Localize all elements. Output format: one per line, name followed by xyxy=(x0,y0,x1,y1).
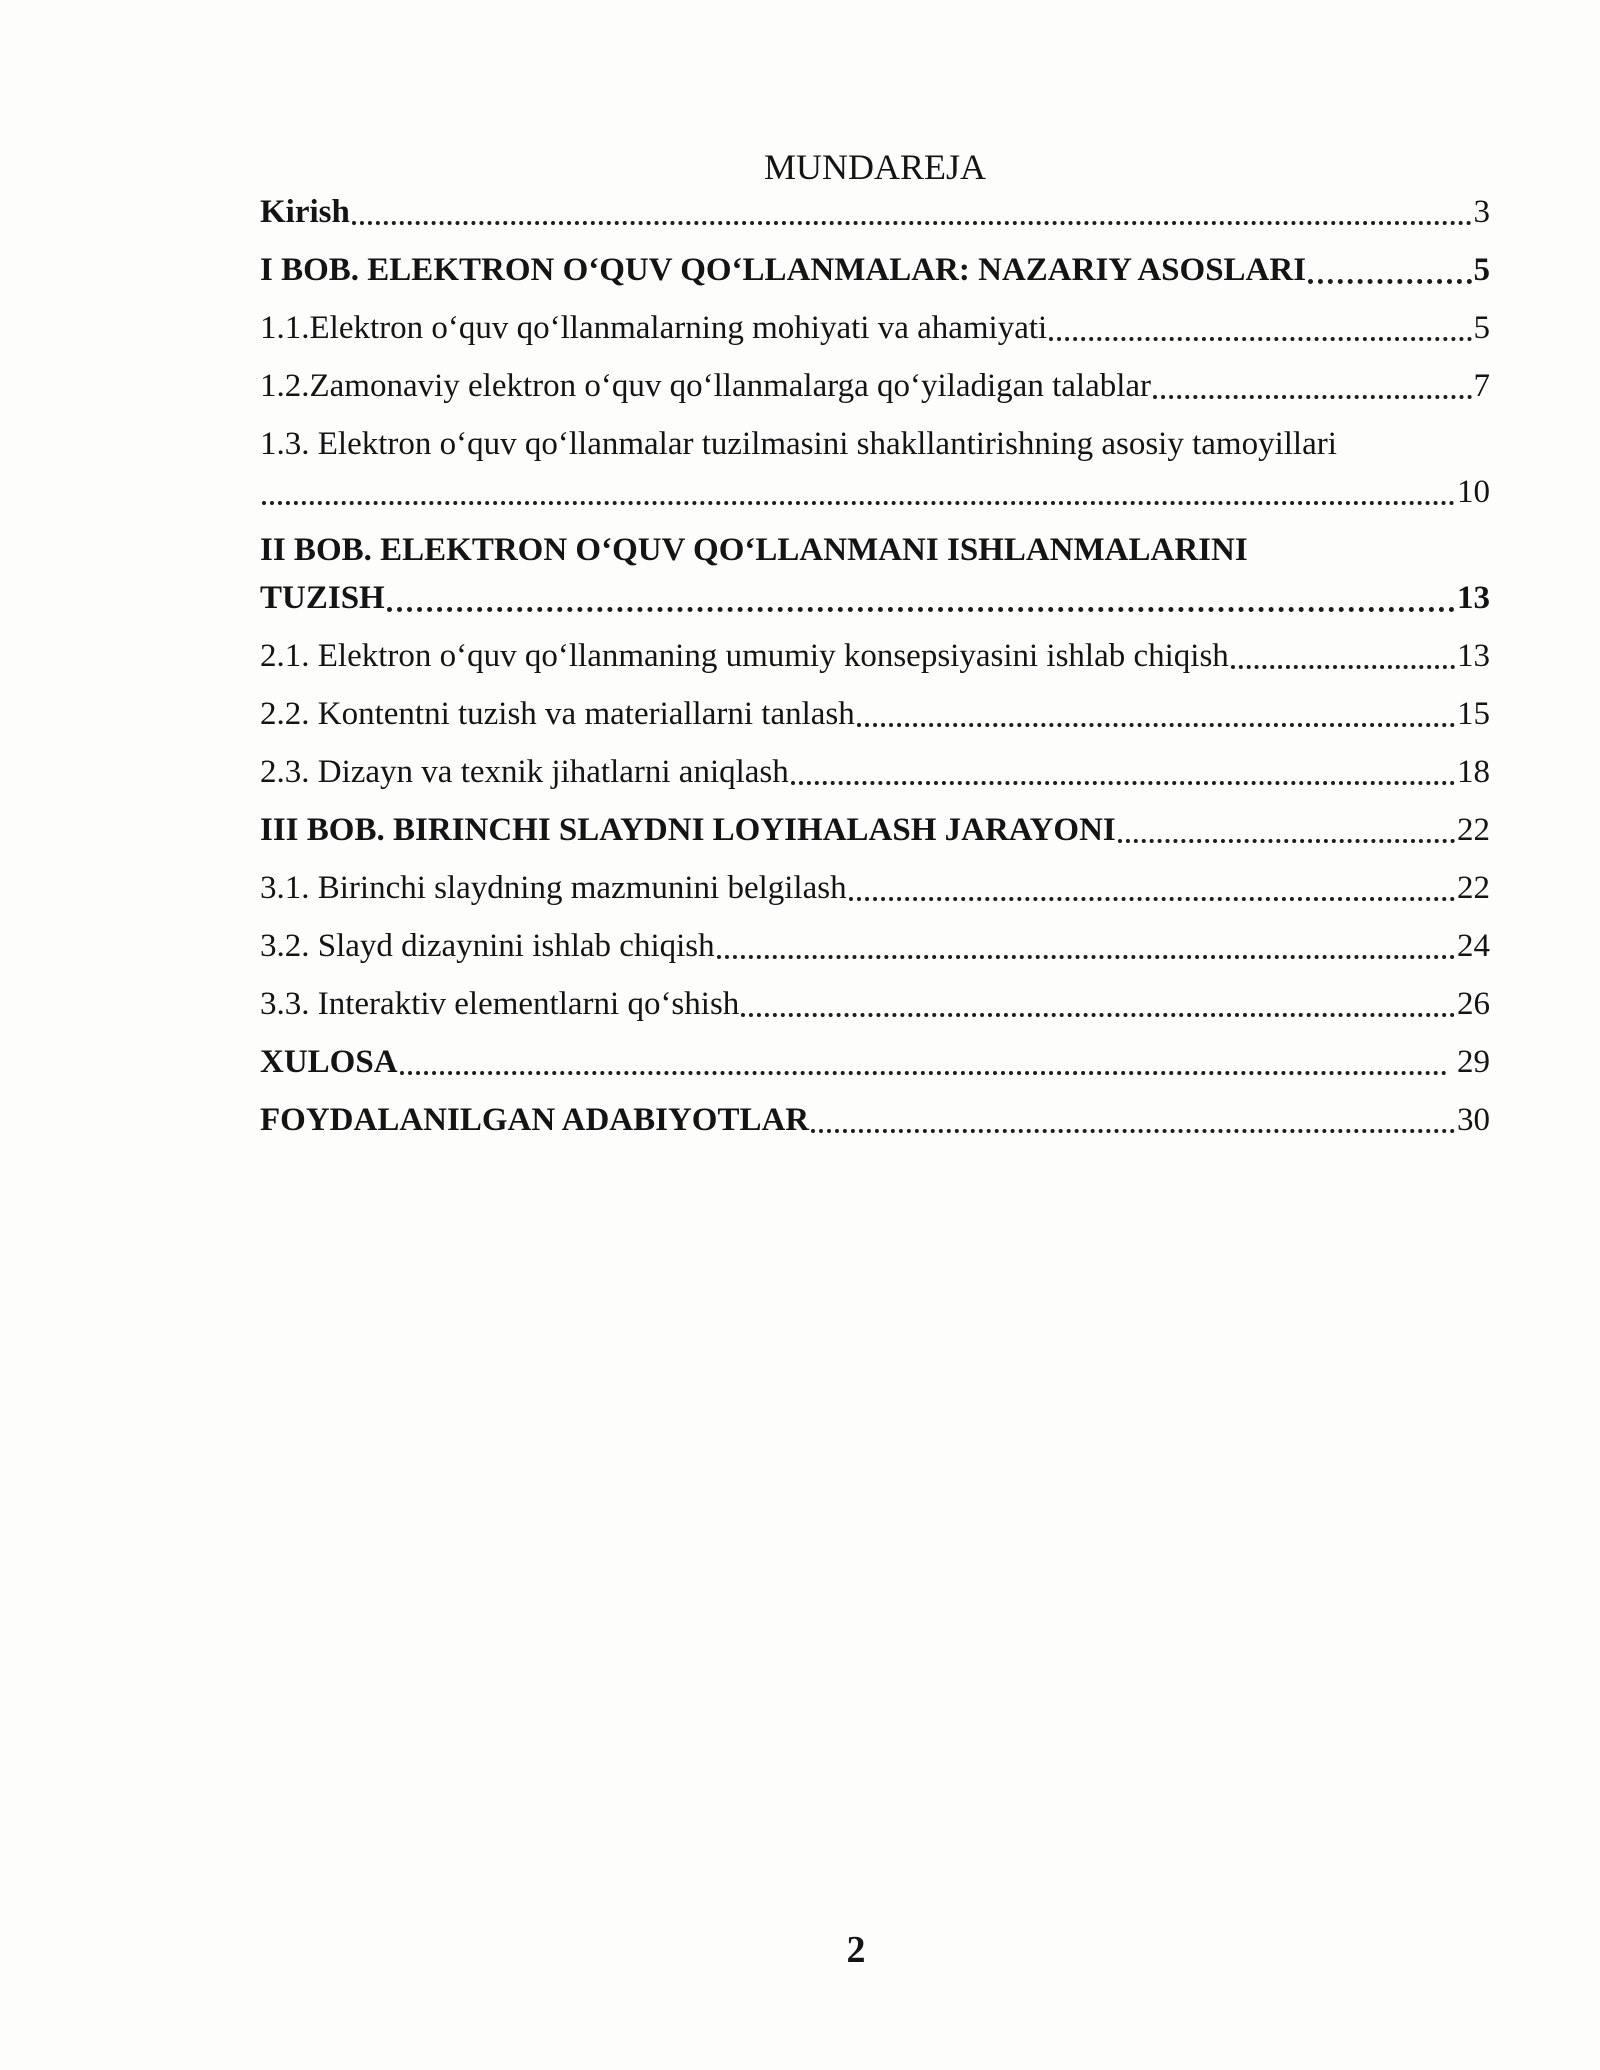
toc-entry xyxy=(260,362,1490,410)
toc-line xyxy=(260,188,1490,236)
dot-leader xyxy=(849,864,1455,901)
dot-leader xyxy=(400,1038,1447,1075)
toc-line xyxy=(260,922,1490,970)
toc-entry-label: 3.3. Interaktiv elementlarni qoʻshish xyxy=(260,986,740,1022)
toc-line xyxy=(260,362,1490,410)
toc-page-number: 18 xyxy=(1457,754,1490,790)
toc-entry-label: II BOB. ELEKTRON OʻQUV QOʻLLANMANI ISHLANMALARINI xyxy=(260,532,1248,568)
toc-entry xyxy=(260,526,1490,622)
dot-leader xyxy=(857,690,1455,727)
toc-entry xyxy=(260,420,1490,516)
toc-page-number: 5 xyxy=(1473,310,1490,346)
toc-entry-label: XULOSA xyxy=(260,1044,398,1080)
toc-entry-label: 1.1.Elektron oʻquv qoʻllanmalarning mohiyati va ahamiyati xyxy=(260,310,1048,346)
toc-page-number: 13 xyxy=(1457,580,1490,616)
toc-page-number: 15 xyxy=(1457,696,1490,732)
toc-entry-label: TUZISH xyxy=(260,580,385,616)
toc-entry-label: 3.1. Birinchi slaydning mazmunini belgilash xyxy=(260,870,847,906)
toc-page-number: 22 xyxy=(1457,870,1490,906)
toc-line xyxy=(260,1096,1490,1144)
toc-entry xyxy=(260,1096,1490,1144)
dot-leader xyxy=(1118,806,1455,843)
toc-entry xyxy=(260,304,1490,352)
toc-page-number: 24 xyxy=(1457,928,1490,964)
toc-entry-label: I BOB. ELEKTRON OʻQUV QOʻLLANMALAR: NAZARIY ASOSLARI xyxy=(260,252,1307,288)
toc-entry xyxy=(260,864,1490,912)
toc-page-number: 30 xyxy=(1457,1102,1490,1138)
toc-line xyxy=(260,690,1490,738)
toc-entry-label: 1.2.Zamonaviy elektron oʻquv qoʻllanmalarga qoʻyiladigan talablar xyxy=(260,368,1152,404)
dot-leader xyxy=(1308,246,1471,284)
toc-entry xyxy=(260,748,1490,796)
toc-content xyxy=(260,146,1490,1154)
toc-entry-label: 1.3. Elektron oʻquv qoʻllanmalar tuzilmasini shakllantirishning asosiy tamoyillari xyxy=(260,426,1337,462)
toc-line xyxy=(260,864,1490,912)
toc-entry xyxy=(260,246,1490,294)
toc-entry xyxy=(260,806,1490,854)
toc-line xyxy=(260,574,1490,622)
toc-entry-label: III BOB. BIRINCHI SLAYDNI LOYIHALASH JARAYONI xyxy=(260,812,1116,848)
toc-line xyxy=(260,246,1490,294)
toc-line xyxy=(260,468,1490,516)
toc-entry xyxy=(260,922,1490,970)
dot-leader xyxy=(352,188,1472,225)
toc-page-number: 29 xyxy=(1448,1044,1490,1080)
toc-line xyxy=(260,420,1490,468)
toc-entry xyxy=(260,1038,1490,1086)
toc-line xyxy=(260,806,1490,854)
dot-leader xyxy=(741,980,1455,1017)
toc-entry xyxy=(260,690,1490,738)
toc-page-number: 13 xyxy=(1457,638,1490,674)
toc-line xyxy=(260,748,1490,796)
dot-leader xyxy=(811,1096,1455,1133)
dot-leader xyxy=(1153,362,1471,399)
toc-line xyxy=(260,980,1490,1028)
toc-page-number: 10 xyxy=(1457,474,1490,510)
footer-page-number: 2 xyxy=(846,1929,866,1971)
toc-page-number: 22 xyxy=(1457,812,1490,848)
toc-entry-label: 2.1. Elektron oʻquv qoʻllanmaning umumiy konsepsiyasini ishlab chiqish xyxy=(260,638,1229,674)
toc-line xyxy=(260,526,1490,574)
toc-page-number: 5 xyxy=(1473,252,1490,288)
page-title: MUNDAREJA xyxy=(763,147,986,187)
dot-leader xyxy=(1049,304,1471,341)
toc-entry-label: 2.2. Kontentni tuzish va materiallarni tanlash xyxy=(260,696,855,732)
dot-leader xyxy=(717,922,1455,959)
toc-entry xyxy=(260,188,1490,236)
dot-leader xyxy=(791,748,1455,785)
toc-line xyxy=(260,304,1490,352)
table-of-contents xyxy=(260,188,1490,1144)
toc-page-number: 26 xyxy=(1457,986,1490,1022)
dot-leader xyxy=(387,574,1455,612)
toc-page-number: 3 xyxy=(1473,194,1490,230)
toc-entry-label: Kirish xyxy=(260,194,350,230)
toc-entry-label: 3.2. Slayd dizaynini ishlab chiqish xyxy=(260,928,715,964)
toc-line xyxy=(260,1038,1490,1086)
toc-entry xyxy=(260,632,1490,680)
toc-entry xyxy=(260,980,1490,1028)
dot-leader xyxy=(1231,632,1455,669)
toc-page-number: 7 xyxy=(1473,368,1490,404)
toc-line xyxy=(260,632,1490,680)
toc-entry-label: FOYDALANILGAN ADABIYOTLAR xyxy=(260,1102,810,1138)
toc-entry-label: 2.3. Dizayn va texnik jihatlarni aniqlash xyxy=(260,754,789,790)
dot-leader xyxy=(262,468,1455,505)
